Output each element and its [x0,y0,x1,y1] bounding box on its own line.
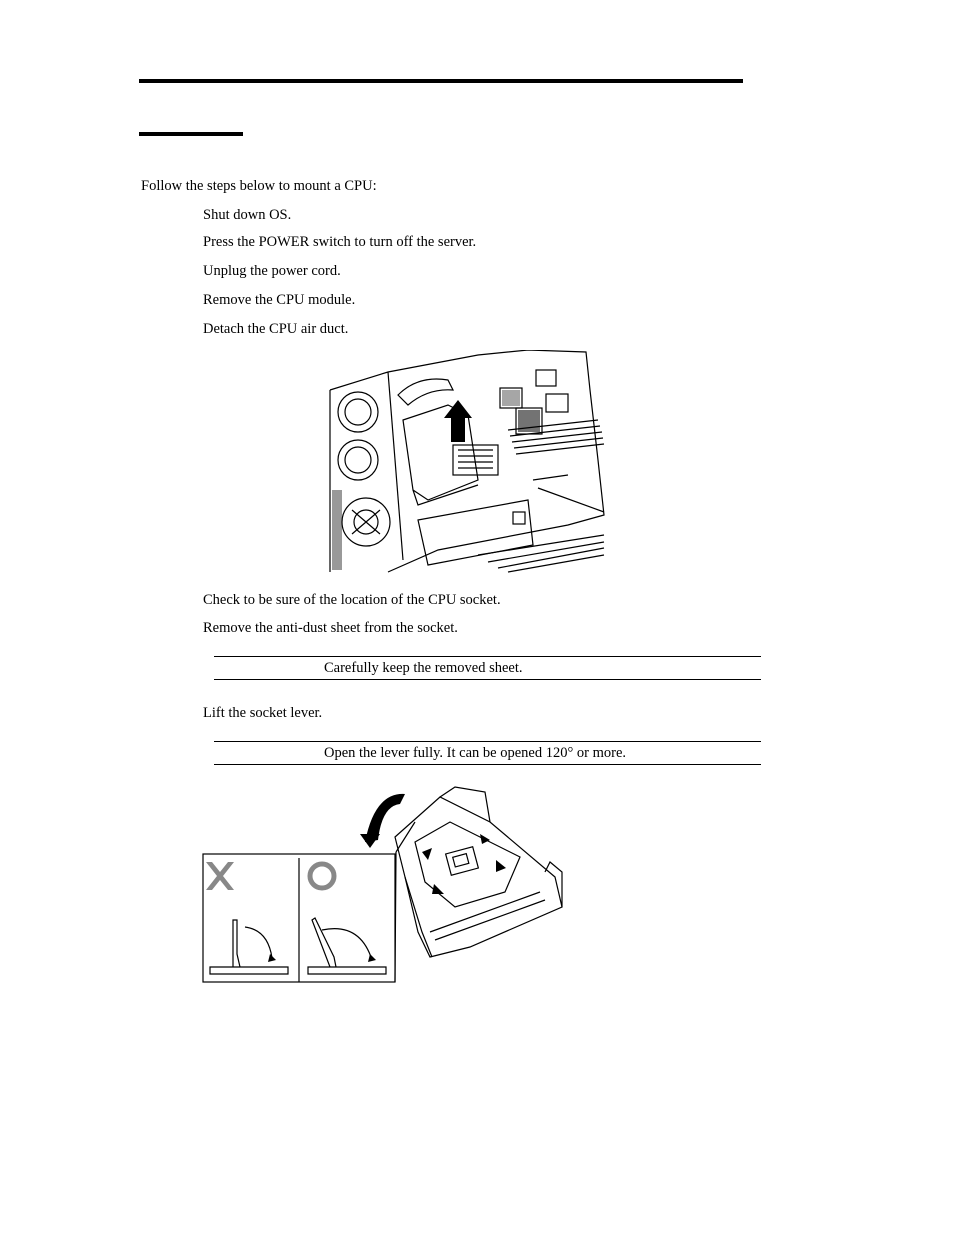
section-rule [139,132,243,136]
note-text: Open the lever fully. It can be opened 120° or more. [324,745,627,761]
note-text: Carefully keep the removed sheet. [324,660,523,676]
note-keep-sheet [214,656,761,680]
note-open-lever [214,741,761,765]
socket-lever-figure [200,782,566,986]
header-rule [139,79,743,83]
step-unplug: Unplug the power cord. [203,263,341,279]
air-duct-figure [328,350,606,574]
step-shut-down: Shut down OS. [203,207,292,223]
step-detach-duct: Detach the CPU air duct. [203,321,349,337]
step-power-off: Press the POWER switch to turn off the server. [203,234,477,250]
step-lift-lever: Lift the socket lever. [203,705,323,721]
step-remove-sheet: Remove the anti-dust sheet from the socket. [203,620,458,636]
intro-text: Follow the steps below to mount a CPU: [141,178,377,194]
step-check-socket: Check to be sure of the location of the CPU socket. [203,592,501,608]
step-remove-module: Remove the CPU module. [203,292,356,308]
